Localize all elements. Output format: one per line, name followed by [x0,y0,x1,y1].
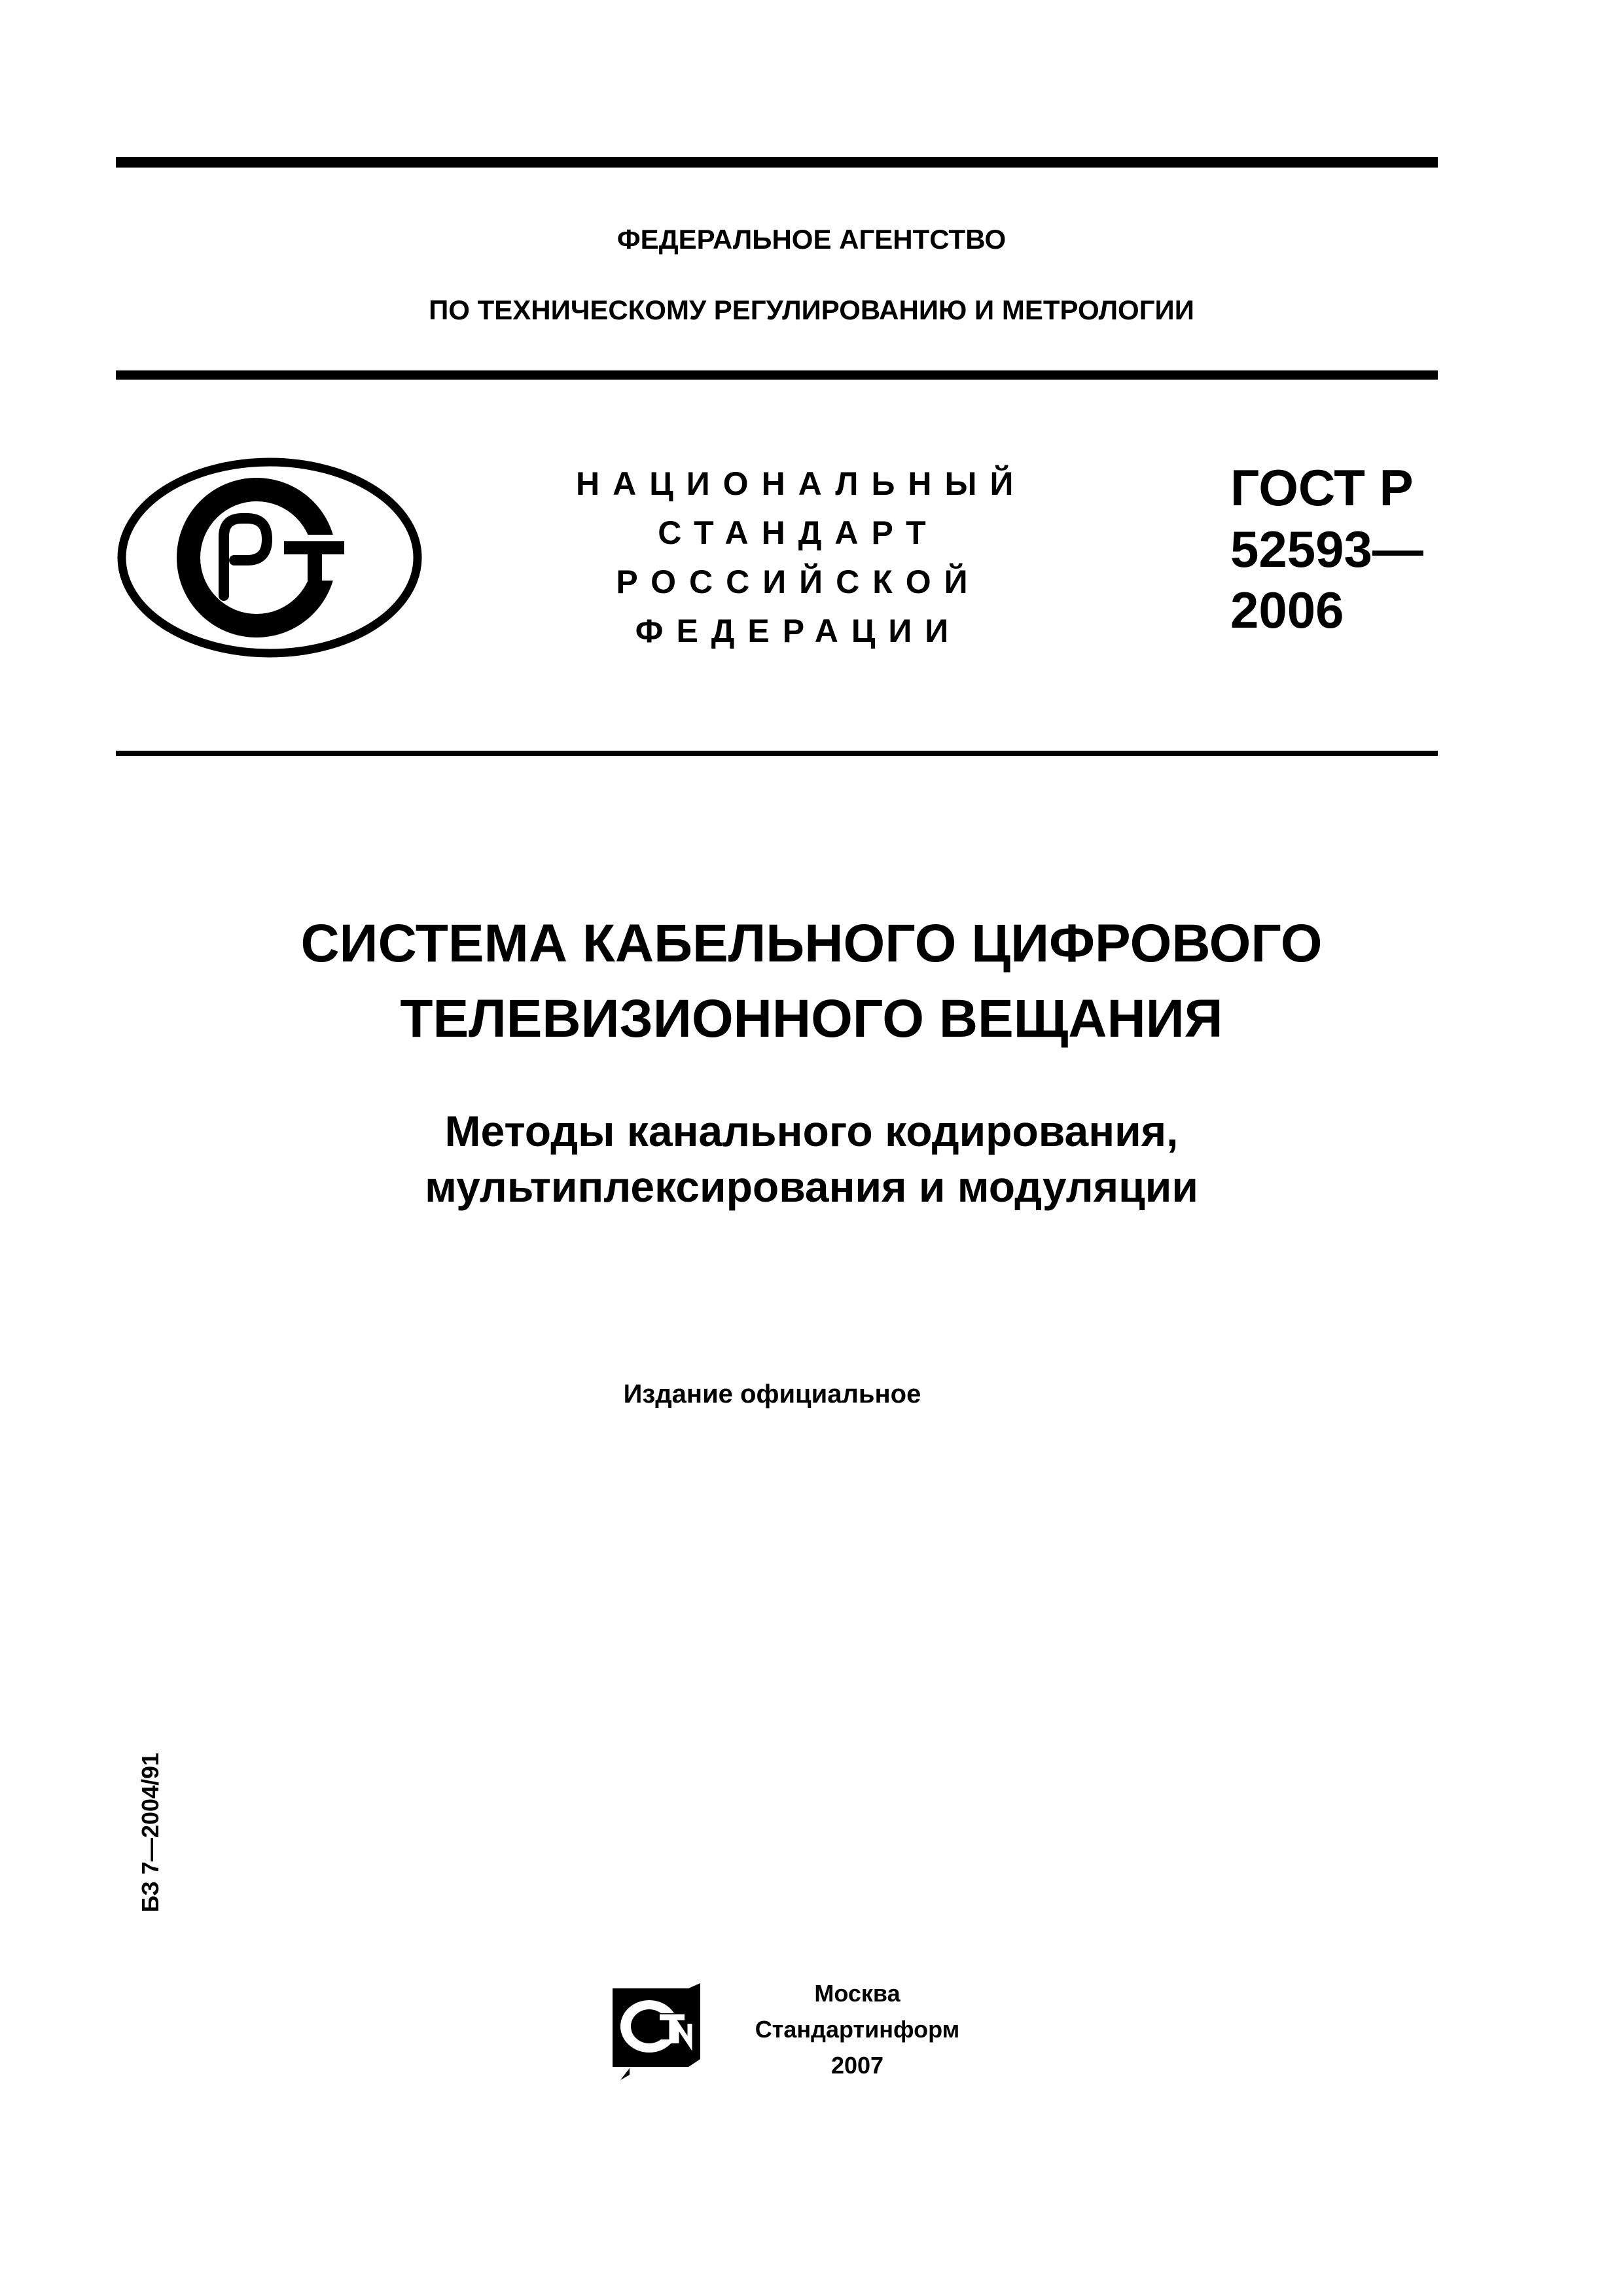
standard-designation-line-3: 2006 [1230,581,1344,639]
publisher-city: Москва [814,1980,901,2007]
rst-certification-mark-icon [113,453,427,662]
mid-rule [116,751,1438,756]
header-rule [116,370,1438,380]
document-title-line-2: ТЕЛЕВИЗИОННОГО ВЕЩАНИЯ [400,989,1223,1049]
standard-type-line-3: РОССИЙСКОЙ [616,564,981,600]
standard-type-line-4: ФЕДЕРАЦИИ [635,613,962,649]
document-subtitle-line-1: Методы канального кодирования, [444,1107,1179,1155]
standard-type-line-1: НАЦИОНАЛЬНЫЙ [576,465,1027,502]
standard-designation-line-1: ГОСТ Р [1230,459,1414,516]
edition-label: Издание официальное [623,1380,921,1408]
side-catalog-code: БЗ 7—2004/91 [137,1752,164,1913]
standard-type-line-2: СТАНДАРТ [658,514,939,551]
agency-name-line-2: ПО ТЕХНИЧЕСКОМУ РЕГУЛИРОВАНИЮ И МЕТРОЛОГИИ [429,295,1194,325]
agency-name-line-1: ФЕДЕРАЛЬНОЕ АГЕНТСТВО [616,224,1007,255]
document-subtitle-line-2: мультиплексирования и модуляции [425,1162,1198,1211]
top-rule [116,157,1438,168]
standard-designation-line-2: 52593— [1230,520,1423,578]
publisher-name: Стандартинформ [755,2016,960,2043]
standartinform-logo-icon [607,1983,705,2081]
document-title-line-1: СИСТЕМА КАБЕЛЬНОГО ЦИФРОВОГО [300,914,1323,973]
publication-year: 2007 [830,2052,884,2079]
